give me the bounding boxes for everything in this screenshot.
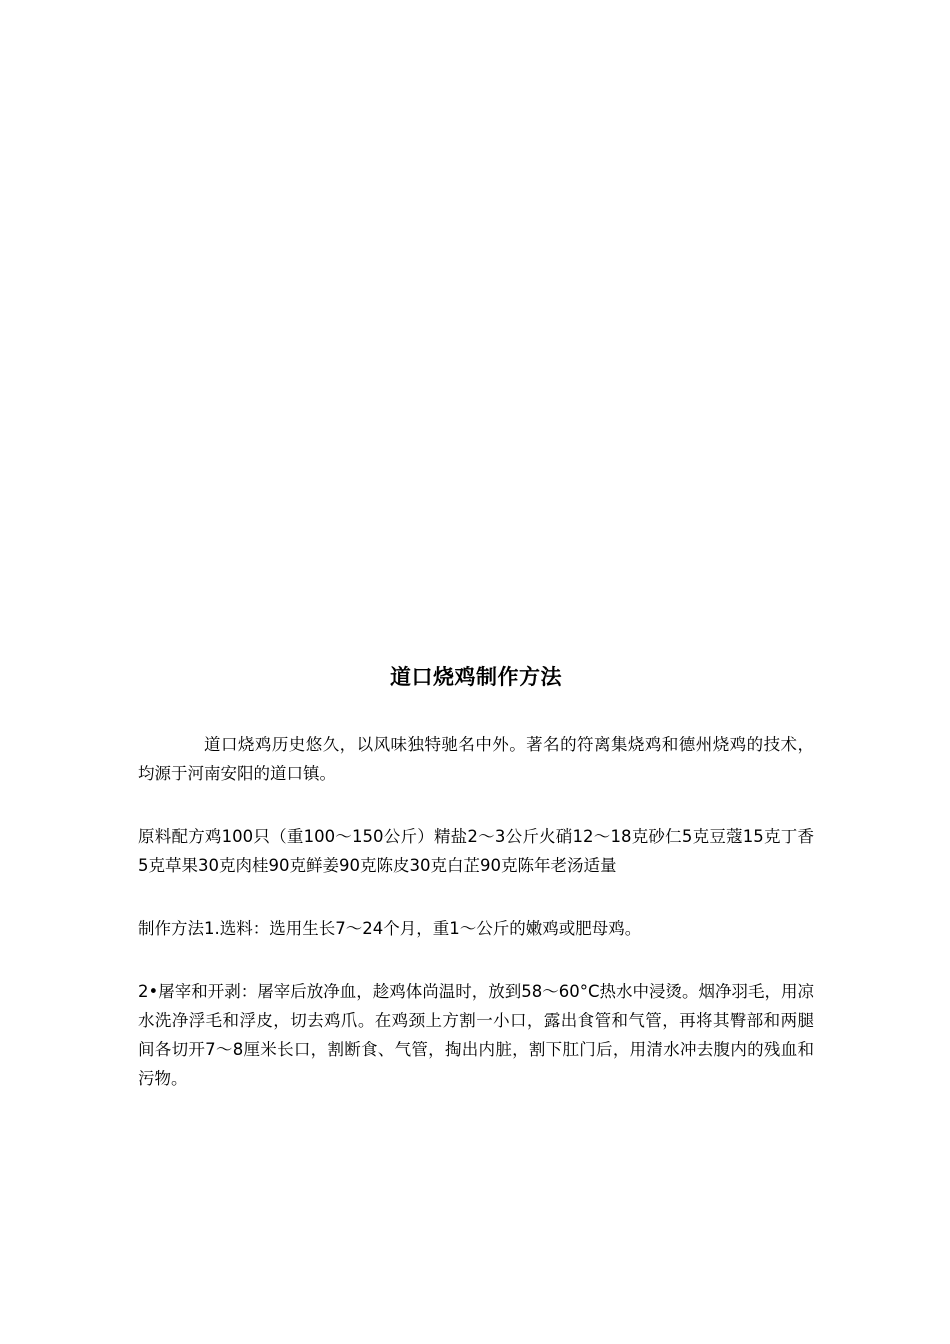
document-body — [138, 664, 814, 1093]
ingredients-paragraph: 原料配方鸡100只（重100〜150公斤）精盐2〜3公斤火硝12〜18克砂仁5克豆蔻15克丁香5克草果30克肉桂90克鲜姜90克陈皮30克白芷90克陈年老汤适量 — [138, 827, 814, 875]
document-title: 道口烧鸡制作方法 — [390, 665, 562, 689]
step1-paragraph: 制作方法1.选料：选用生长7〜24个月，重1〜公斤的嫩鸡或肥母鸡。 — [138, 919, 642, 938]
intro-paragraph: 道口烧鸡历史悠久，以风味独特驰名中外。著名的符离集烧鸡和德州烧鸡的技术，均源于河南安阳的道口镇。 — [138, 735, 814, 783]
step2-paragraph: 2•屠宰和开剥：屠宰后放净血，趁鸡体尚温时，放到58〜60°C热水中浸烫。烟净羽毛，用凉水洗净浮毛和浮皮，切去鸡爪。在鸡颈上方割一小口，露出食管和气管，再将其臀部和两腿间各切开7〜8厘米长口，割断食、气管，掏出内脏，割下肛门后，用清水冲去腹内的残血和污物。 — [138, 982, 814, 1088]
